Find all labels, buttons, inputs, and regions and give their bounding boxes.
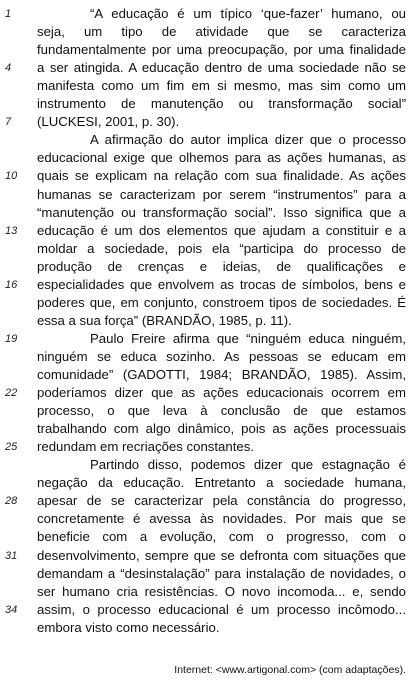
line-text: Partindo disso, podemos dizer que estagnação é	[90, 457, 406, 473]
text-line	[0, 566, 415, 585]
text-line	[0, 132, 415, 151]
line-text: apesar de se caracterizar pela constância do progresso,	[37, 493, 406, 509]
line-text: comunidade” (GADOTTI, 1984; BRANDÃO, 1985). Assim,	[37, 367, 406, 382]
source-citation: Internet: <www.artigonal.com> (com adaptações).	[174, 664, 406, 676]
text-line	[0, 385, 415, 404]
text-line	[0, 313, 415, 332]
line-text: embora visto como necessário.	[37, 619, 220, 635]
line-text: “manutenção ou transformação social”. Isso significa que a	[37, 204, 406, 220]
line-text: Paulo Freire afirma que “ninguém educa ninguém,	[90, 330, 406, 346]
text-line	[0, 96, 415, 115]
line-text: poderíamos dizer que as ações educacionais ocorrem em	[37, 385, 406, 401]
line-text: A afirmação do autor implica dizer que o processo	[90, 132, 406, 148]
line-number: 7	[5, 116, 12, 129]
line-text: (LUCKESI, 2001, p. 30).	[37, 114, 180, 130]
line-text: produção de crenças e ideias, de qualificações e	[37, 258, 406, 274]
text-line	[0, 60, 415, 79]
text-line	[0, 24, 415, 43]
line-number: 22	[5, 387, 18, 400]
line-number: 34	[5, 603, 18, 616]
line-text: especialidades que envolvem as trocas de símbolos, bens e	[37, 276, 406, 292]
line-text: assim, o processo educacional é um processo incômodo...	[37, 601, 406, 617]
line-text: educacional exige que olhemos para as ações humanas, as	[37, 150, 406, 166]
line-text: ser humano cria resistências. O novo incomoda... e, sendo	[37, 583, 406, 599]
line-text: desenvolvimento, sempre que se defronta com situações que	[37, 547, 406, 563]
line-number: 1	[5, 8, 12, 20]
line-text: fundamentalmente por uma preocupação, por uma finalidade	[37, 42, 406, 58]
text-line	[0, 620, 415, 639]
line-number: 16	[5, 278, 18, 291]
text-line	[0, 223, 415, 242]
line-text: demandam a “desinstalação” para instalação de novidades, o	[37, 565, 406, 581]
text-line	[0, 493, 415, 512]
text-line	[0, 6, 415, 25]
text-line	[0, 349, 415, 368]
text-line	[0, 78, 415, 97]
text-line	[0, 475, 415, 494]
text-line	[0, 457, 415, 476]
line-text: beneficie com a evolução, com o progresso, com o	[37, 529, 406, 545]
line-text: manifesta como um fim em si mesmo, mas sim como um	[37, 78, 406, 94]
line-text: processo, o que leva à conclusão de que estamos	[37, 403, 406, 419]
text-line	[0, 584, 415, 603]
line-number: 19	[5, 332, 18, 345]
line-number: 31	[5, 549, 18, 562]
line-number: 13	[5, 224, 18, 237]
line-text: seja, um tipo de atividade que se caracteriza	[37, 24, 406, 40]
line-text: ninguém se educa sozinho. As pessoas se educam em	[37, 348, 406, 364]
line-text: a ser atingida. A educação dentro de uma sociedade não se	[37, 60, 406, 76]
line-text: poderes que, em conjunto, constroem tipos de sociedades. É	[37, 294, 406, 310]
line-text: moldar a sociedade, pois ela “participa do processo de	[37, 240, 406, 256]
text-line	[0, 548, 415, 567]
text-line	[0, 602, 415, 621]
line-text: essa a sua força” (BRANDÃO, 1985, p. 11).	[37, 312, 292, 328]
text-line	[0, 241, 415, 260]
line-number: 4	[5, 62, 12, 75]
text-line	[0, 187, 415, 206]
line-number: 10	[5, 170, 18, 183]
text-line	[0, 295, 415, 314]
line-text: quais se explicam na relação com sua finalidade. As ações	[37, 168, 406, 184]
text-line	[0, 439, 415, 458]
text-line	[0, 42, 415, 61]
text-line	[0, 403, 415, 422]
line-text: negação da educação. Entretanto a sociedade humana,	[37, 475, 406, 491]
text-line	[0, 277, 415, 296]
line-text: trabalhando com algo dinâmico, pois as ações processuais	[37, 421, 406, 437]
text-line	[0, 331, 415, 350]
line-text: “A educação é um típico ‘que-fazer’ humano, ou	[90, 6, 406, 21]
line-number: 25	[5, 441, 18, 454]
text-line	[0, 259, 415, 278]
text-line	[0, 511, 415, 530]
line-text: humanas se caracterizam por serem “instrumentos” para a	[37, 186, 406, 202]
text-line	[0, 529, 415, 548]
line-text: educação é um dos elementos que ajudam a constituir e a	[37, 222, 406, 238]
line-text: instrumento de manutenção ou transformação social”	[37, 96, 406, 112]
text-line	[0, 205, 415, 224]
line-text: concretamente é avessa às novidades. Por mais que se	[37, 511, 406, 527]
line-number: 28	[5, 495, 18, 508]
text-line	[0, 367, 415, 386]
text-line	[0, 114, 415, 133]
text-line	[0, 150, 415, 169]
text-line	[0, 421, 415, 440]
text-line	[0, 168, 415, 187]
line-text: redundam em recriações constantes.	[37, 439, 254, 455]
